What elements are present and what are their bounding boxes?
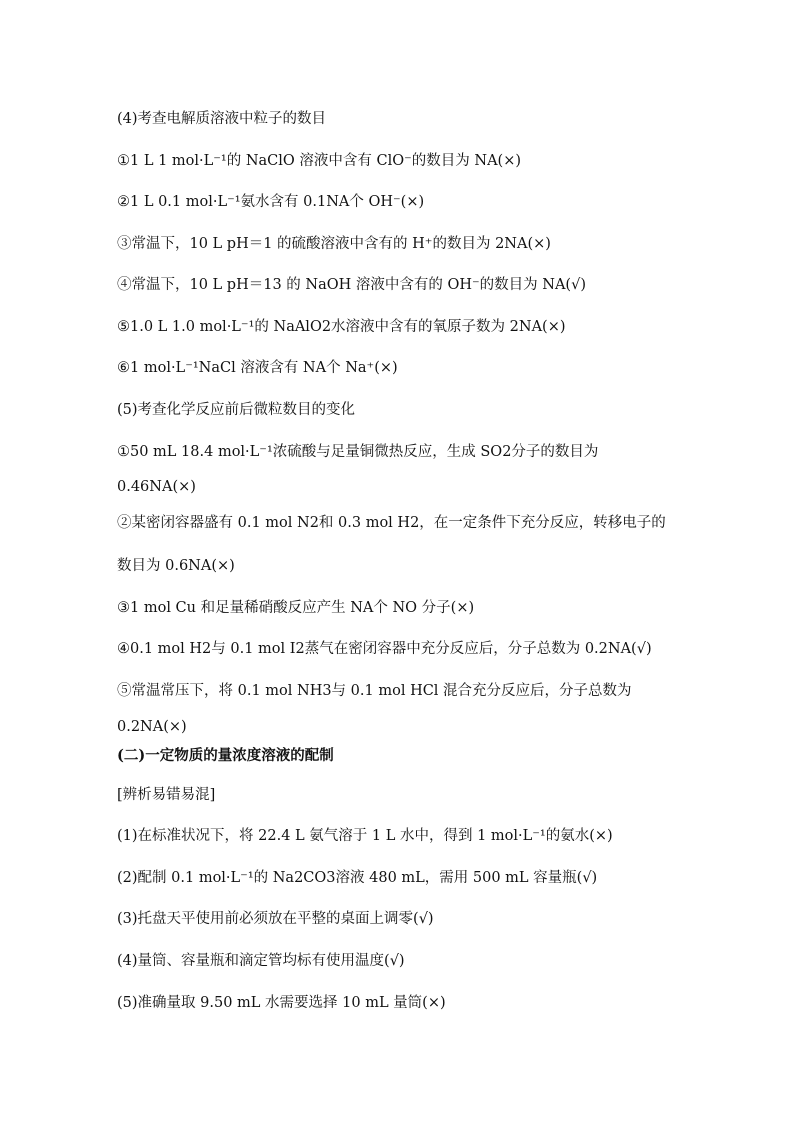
- statement-line-continued: 0.2NA(×): [117, 719, 187, 735]
- statement-line: ⑤常温常压下，将 0.1 mol NH3与 0.1 mol HCl 混合充分反应后，分子总数为: [117, 683, 632, 699]
- statement-line: ④常温下，10 L pH＝13 的 NaOH 溶液中含有的 OH⁻的数目为 NA(√): [117, 277, 586, 293]
- statement-line: (4)量筒、容量瓶和滴定管均标有使用温度(√): [117, 953, 405, 969]
- statement-line: ②某密闭容器盛有 0.1 mol N2和 0.3 mol H2，在一定条件下充分反应，转移电子的: [117, 515, 666, 531]
- statement-line: ①50 mL 18.4 mol·L⁻¹浓硫酸与足量铜微热反应，生成 SO2分子的数目为: [117, 444, 599, 460]
- subsection-heading: [辨析易错易混]: [117, 787, 216, 803]
- statement-line: ③常温下，10 L pH＝1 的硫酸溶液中含有的 H⁺的数目为 2NA(×): [117, 236, 551, 252]
- statement-line-continued: 数目为 0.6NA(×): [117, 558, 235, 574]
- section-heading: (4)考查电解质溶液中粒子的数目: [117, 111, 327, 127]
- statement-line: (2)配制 0.1 mol·L⁻¹的 Na2CO3溶液 480 mL，需用 500 mL 容量瓶(√): [117, 870, 598, 886]
- statement-line: (3)托盘天平使用前必须放在平整的桌面上调零(√): [117, 911, 434, 927]
- statement-line: (5)准确量取 9.50 mL 水需要选择 10 mL 量筒(×): [117, 995, 446, 1011]
- section-heading: (5)考查化学反应前后微粒数目的变化: [117, 402, 356, 418]
- statement-line: ①1 L 1 mol·L⁻¹的 NaClO 溶液中含有 ClO⁻的数目为 NA(×): [117, 153, 522, 169]
- section-heading: (二)一定物质的量浓度溶液的配制: [117, 747, 334, 764]
- statement-line: ⑥1 mol·L⁻¹NaCl 溶液含有 NA个 Na⁺(×): [117, 360, 398, 376]
- statement-line: ②1 L 0.1 mol·L⁻¹氨水含有 0.1NA个 OH⁻(×): [117, 194, 425, 210]
- statement-line: ④0.1 mol H2与 0.1 mol I2蒸气在密闭容器中充分反应后，分子总数为 0.2NA(√): [117, 641, 652, 657]
- statement-line: ⑤1.0 L 1.0 mol·L⁻¹的 NaAlO2水溶液中含有的氧原子数为 2NA(×): [117, 319, 566, 335]
- statement-line: ③1 mol Cu 和足量稀硝酸反应产生 NA个 NO 分子(×): [117, 600, 475, 616]
- statement-line-continued: 0.46NA(×): [117, 479, 196, 495]
- statement-line: (1)在标准状况下，将 22.4 L 氨气溶于 1 L 水中，得到 1 mol·L⁻¹的氨水(×): [117, 828, 613, 844]
